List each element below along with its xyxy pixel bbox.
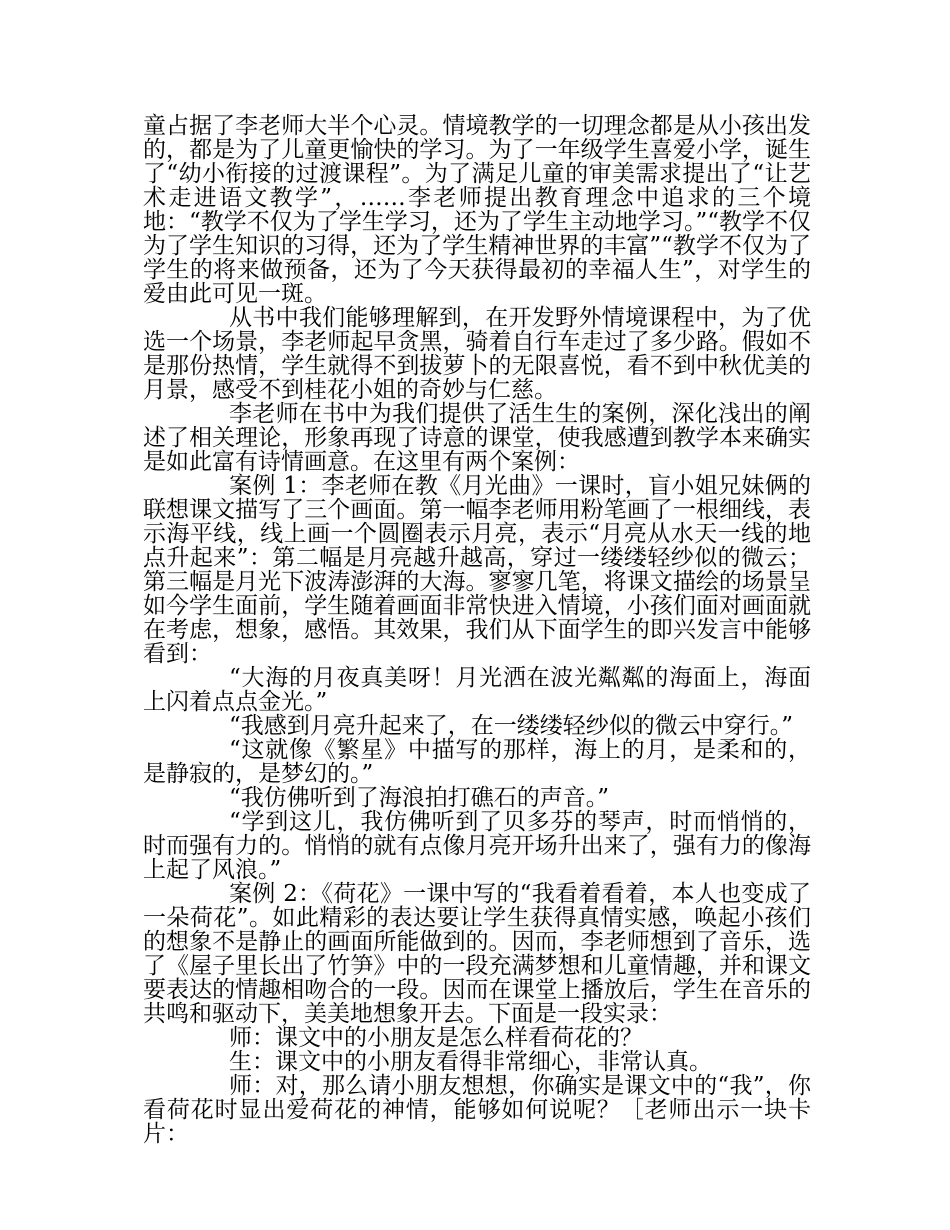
case-2-paragraph: 案例 2：《荷花》一课中写的“我看着看着，本人也变成了一朵荷花”。如此精彩的表达要让学生获得真情实感，唤起小孩们的想象不是静止的画面所能做到的。因而，李老师想到了音乐，选了《屋子里长出了竹笋》中的一段充满梦想和儿童情趣，并和课文要表达的情趣相吻合的一段。因而在课堂上播放后，学生在音乐的共鸣和驱动下，美美地想象开去。下面是一段实录： xyxy=(143,881,811,1027)
dialogue-student-1: 生：课文中的小朋友看得非常细心，非常认真。 xyxy=(229,1049,712,1075)
dialogue-teacher-2: 师：对，那么请小朋友想想，你确实是课文中的“我”，你看荷花时显出爱荷花的神情，能够如何说呢？［老师出示一块卡片： xyxy=(143,1073,811,1147)
student-quote-1: “大海的月夜真美呀！月光洒在波光粼粼的海面上，海面上闪着点点金光。” xyxy=(143,665,811,715)
dialogue-teacher-1: 师：课文中的小朋友是怎么样看荷花的？ xyxy=(229,1025,643,1051)
student-quote-3: “这就像《繁星》中描写的那样，海上的月，是柔和的，是静寂的，是梦幻的。” xyxy=(143,737,811,787)
student-quote-5: “学到这儿，我仿佛听到了贝多芬的琴声，时而悄悄的，时而强有力的。悄悄的就有点像月亮开场升出来了，强有力的像海上起了风浪。” xyxy=(143,809,811,883)
student-quote-2: “我感到月亮升起来了，在一缕缕轻纱似的微云中穿行。” xyxy=(229,713,794,739)
paragraph-3: 李老师在书中为我们提供了活生生的案例，深化浅出的阐述了相关理论，形象再现了诗意的课堂，使我感遭到教学本来确实是如此富有诗情画意。在这里有两个案例： xyxy=(143,401,811,475)
student-quote-4: “我仿佛听到了海浪拍打礁石的声音。” xyxy=(229,785,610,811)
case-1-paragraph: 案例 1：李老师在教《月光曲》一课时，盲小姐兄妹俩的联想课文描写了三个画面。第一幅李老师用粉笔画了一根细线，表示海平线，线上画一个圆圈表示月亮，表示“月亮从水天一线的地点升起来”：第二幅是月亮越升越高，穿过一缕缕轻纱似的微云；第三幅是月光下波涛澎湃的大海。寥寥几笔，将课文描绘的场景呈如今学生面前，学生随着画面非常快进入情境，小孩们面对画面就在考虑，想象，感悟。其效果，我们从下面学生的即兴发言中能够看到： xyxy=(143,473,811,667)
document-page xyxy=(143,114,811,1146)
paragraph-2: 从书中我们能够理解到，在开发野外情境课程中，为了优选一个场景，李老师起早贪黑，骑着自行车走过了多少路。假如不是那份热情，学生就得不到拔萝卜的无限喜悦，看不到中秋优美的月景，感受不到桂花小姐的奇妙与仁慈。 xyxy=(143,305,811,403)
paragraph-1: 童占据了李老师大半个心灵。情境教学的一切理念都是从小孩出发的，都是为了儿童更愉快的学习。为了一年级学生喜爱小学，诞生了“幼小衔接的过渡课程”。为了满足儿童的审美需求提出了“让艺术走进语文教学”，……李老师提出教育理念中追求的三个境地：“教学不仅为了学生学习，还为了学生主动地学习。”“教学不仅为了学生知识的习得，还为了学生精神世界的丰富”“教学不仅为了学生的将来做预备，还为了今天获得最初的幸福人生”，对学生的爱由此可见一斑。 xyxy=(143,113,811,307)
